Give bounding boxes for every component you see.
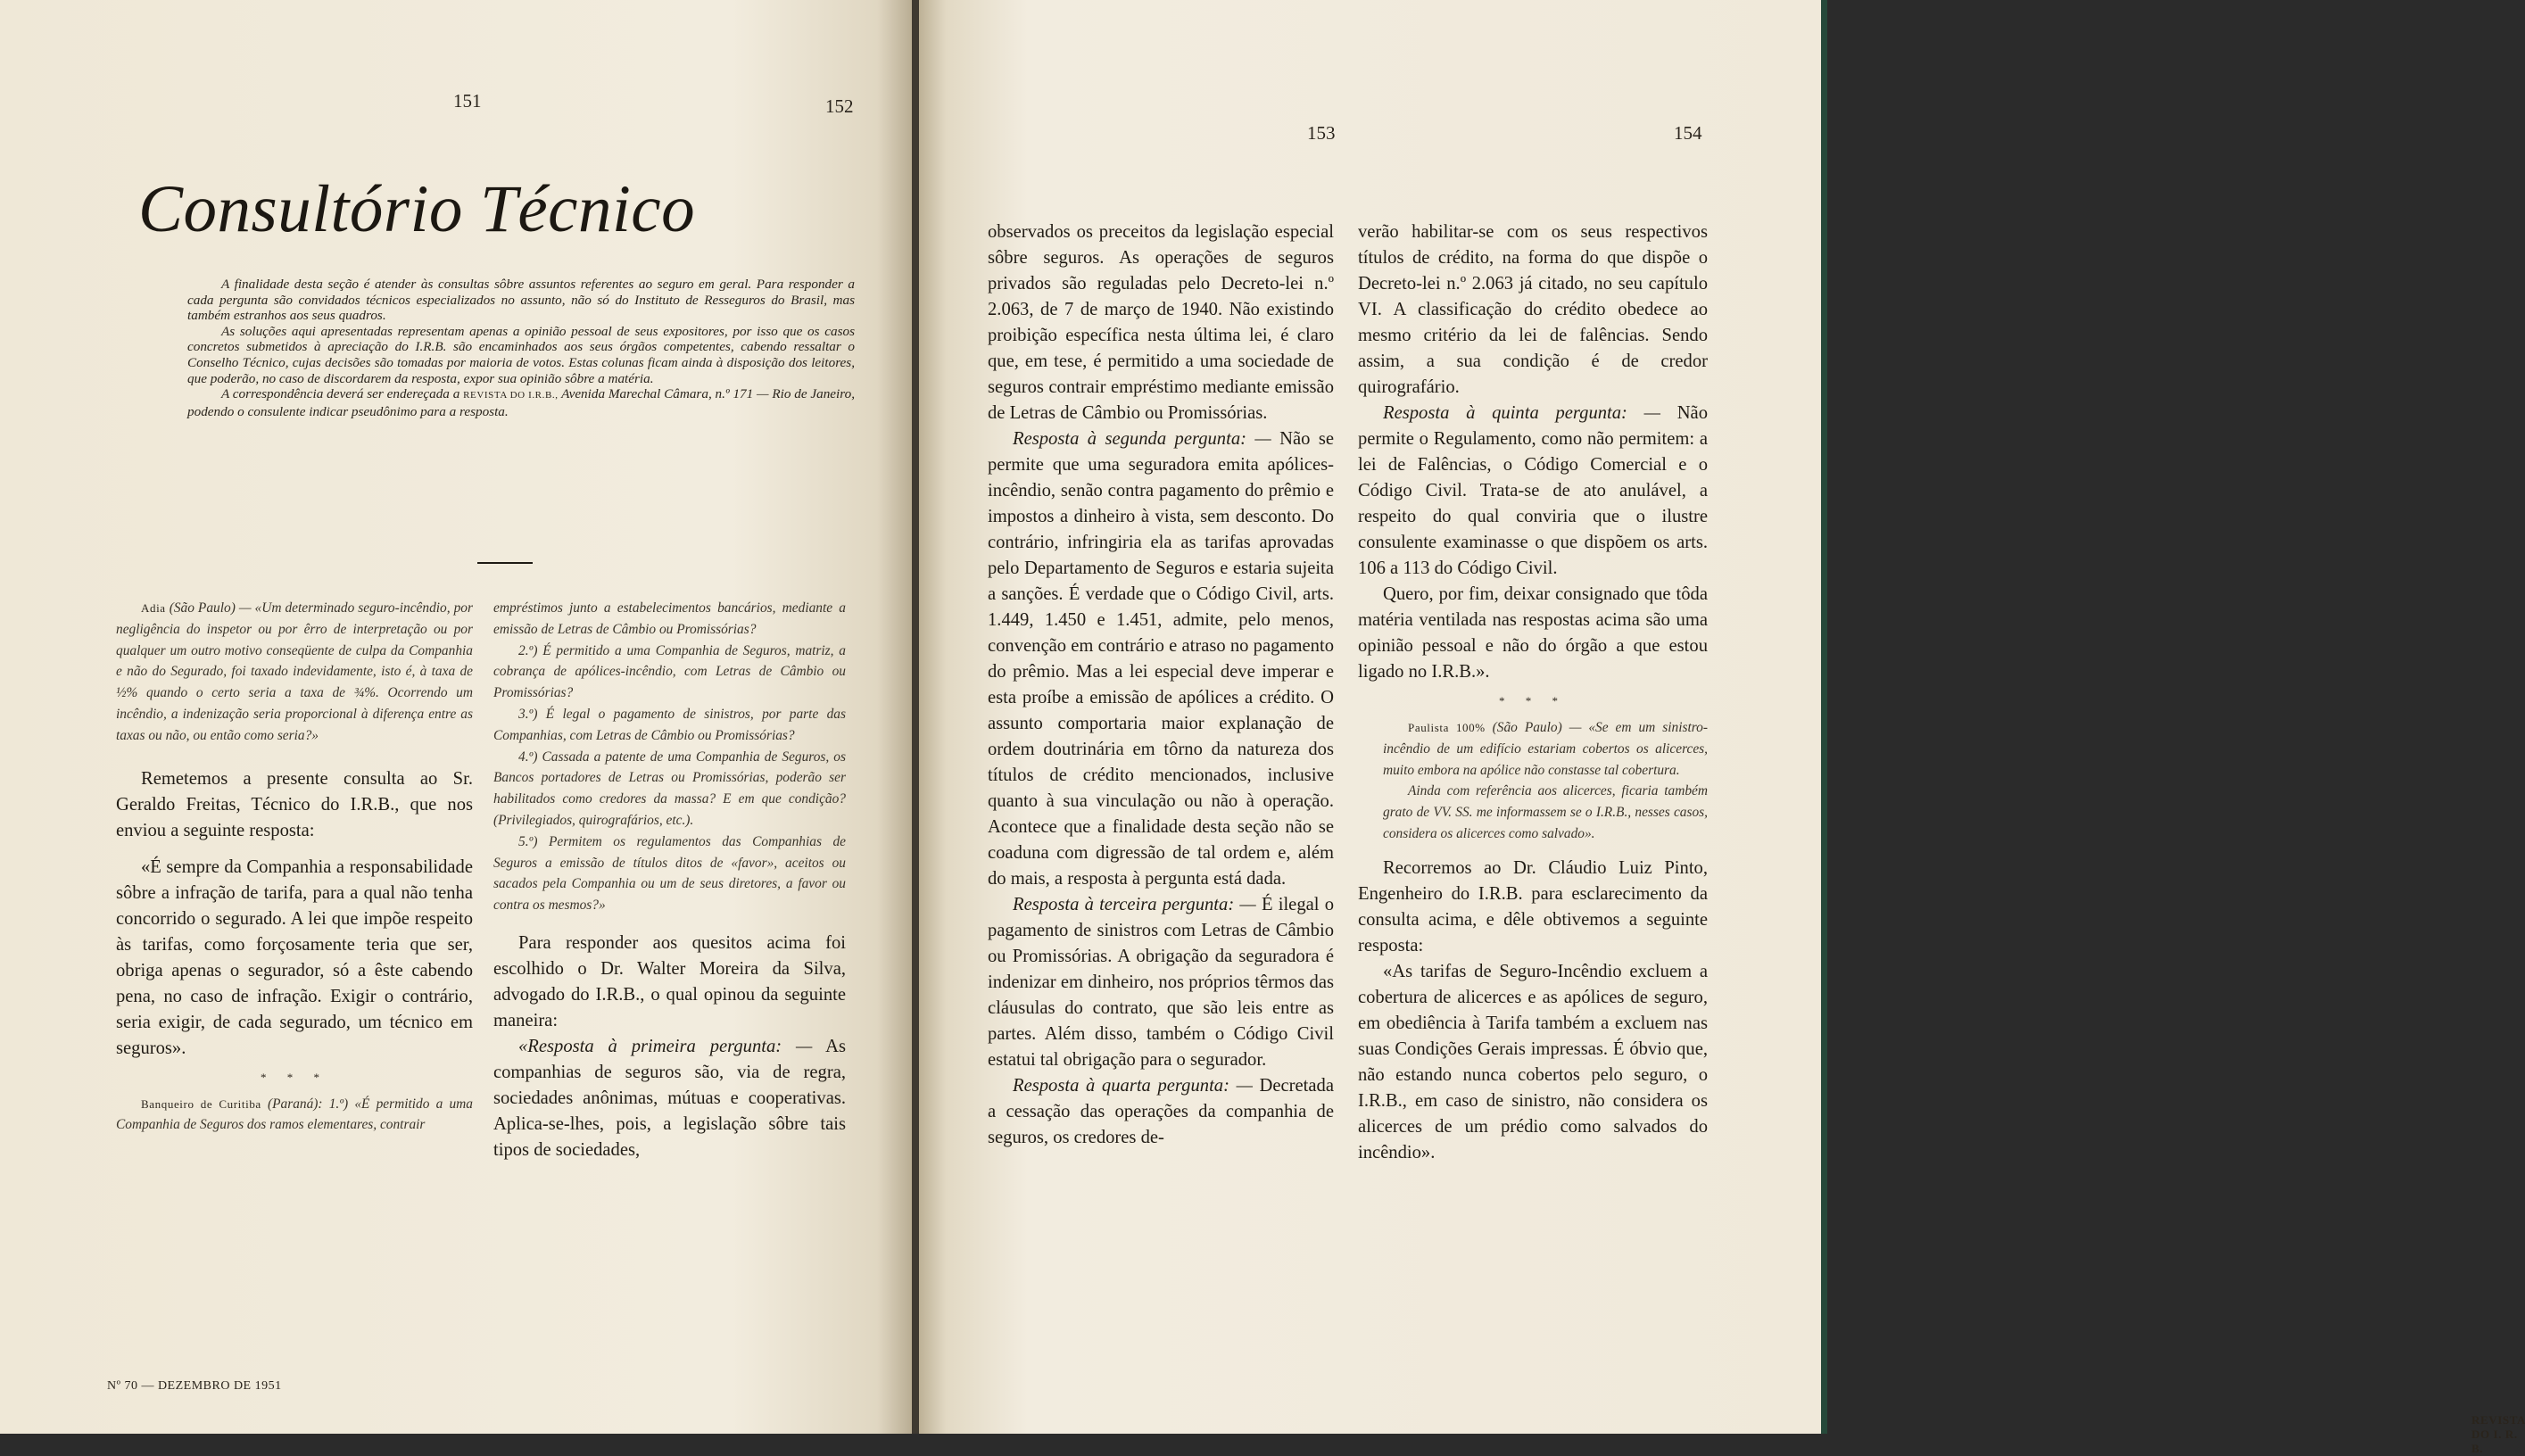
question-item: 4.º) Cassada a patente de uma Companhia de Seguros, os Bancos portadores de Letras ou Promissórias, poderão ser habilitados como credores da massa? E em que condição? (Privilegiados, quirografários, etc.). <box>493 749 846 828</box>
question-item: 5.º) Permitem os regulamentos das Companhias de Seguros a emissão de títulos ditos de «favor», aceitos ou sacados pela Companhia ou um de seus diretores, a favor ou contra os mesmos?» <box>493 833 846 914</box>
body-paragraph: observados os preceitos da legislação especial sôbre seguros. As operações de seguros privados são reguladas pelo Decreto-lei n.º 2.063, de 7 de março de 1940. Não existindo proibição específica nesta última lei, é claro que, em tese, é permitido a uma sociedade de seguros contrair empréstimo mediante emissão de Letras de Câmbio ou Promissórias. <box>988 222 1334 423</box>
answer-label: Resposta à terceira pergunta: — <box>1013 895 1256 914</box>
answer-label: Resposta à quarta pergunta: — <box>1013 1076 1253 1096</box>
page-number-151: 151 <box>453 90 482 112</box>
body-paragraph: Para responder aos quesitos acima foi escolhido o Dr. Walter Moreira da Silva, advogado do I.R.B., o qual opinou da seguinte maneira: <box>493 932 846 1030</box>
answer-paragraph <box>493 1034 846 1163</box>
column-3 <box>988 219 1334 1151</box>
question-adia <box>116 598 473 747</box>
question-text: (Paraná): 1.º) «É permitido a uma Companhia de Seguros dos ramos elementares, contrair <box>116 1096 473 1133</box>
section-separator-stars: * * * <box>1499 694 1567 707</box>
section-intro <box>187 277 855 419</box>
question-banqueiro <box>116 1094 473 1137</box>
correspondent-name: Adia <box>141 601 166 615</box>
body-paragraph: Remetemos a presente consulta ao Sr. Geraldo Freitas, Técnico do I.R.B., que nos enviou a seguinte resposta: <box>116 768 473 840</box>
cover-edge <box>1821 0 1827 1434</box>
intro-paragraph: As soluções aqui apresentadas representam apenas a opinião pessoal de seus expositores, por isso que os casos concretos submetidos à apreciação do I.R.B. são encaminhados aos seus órgãos competentes, cabendo ressaltar o Conselho Técnico, cujas decisões são tomadas por maioria de votos. Estas colunas ficam ainda à disposição dos leitores, que poderão, no caso de discordarem da resposta, expor sua opinião sôbre a matéria. <box>187 323 855 386</box>
answer-paragraph <box>988 1073 1334 1151</box>
answer-quote: «As tarifas de Seguro-Incêndio excluem a cobertura de alicerces e as apólices de seguro, em obediência à Tarifa também a excluem nas suas Condições Gerais impressas. É óbvio que, não estando nunca cobertos pelo seguro, o I.R.B., em caso de sinistro, não considera os alicerces de um prédio como salvados do incêndio». <box>1358 961 1708 1162</box>
answer-text: Decretada a cessação das operações da companhia de seguros, os credores de- <box>988 1076 1334 1147</box>
answer-label: Resposta à quinta pergunta: — <box>1383 403 1660 423</box>
intro-text: A correspondência deverá ser endereçada a <box>221 386 460 402</box>
body-paragraph: Quero, por fim, deixar consignado que tôda matéria ventilada nas respostas acima são uma opinião pessoal e não do órgão a que estou ligado no I.R.B.». <box>1358 584 1708 682</box>
answer-text: Não se permite que uma seguradora emita apólices-incêndio, senão contra pagamento do prêmio e impostos a dinheiro à vista, sem desconto. Do contrário, infringiria ela as tarifas aprovadas pelo Departamento de Seguros e estaria sujeita a sanções. É verdade que o Código Civil, arts. 1.449, 1.450 e 1.451, admite, pelo menos, convenção em contrário e atraso no pagamento do prêmio. Mas a lei especial deve imperar e esta proíbe a emissão de apólices a crédito. O assunto comportaria maior explanação de ordem doutrinária em tôrno da natureza dos títulos de crédito mencionados, inclusive quanto à sua vinculação ou não à operação. Acontece que a finalidade desta seção não se coaduna com digressão de tal ordem e, além do mais, a resposta à pergunta está dada. <box>988 429 1334 889</box>
correspondent-name: Paulista 100% <box>1408 721 1486 734</box>
intro-text: Avenida Marechal Câmara, n.º 171 — Rio de Janeiro, podendo o consulente indicar pseudônimo para a resposta. <box>187 386 855 419</box>
question-item: 3.º) É legal o pagamento de sinistros, por parte das Companhias, com Letras de Câmbio ou Promissórias? <box>493 706 846 743</box>
revista-smallcaps: REVISTA DO I.R.B., <box>463 390 559 401</box>
intro-paragraph <box>187 386 855 419</box>
answer-paragraph <box>988 426 1334 892</box>
question-paulista <box>1383 717 1708 781</box>
answer-text: Não permite o Regulamento, como não permitem: a lei de Falências, o Código Comercial e o Código Civil. Trata-se de ato anulável, a respeito do qual conviria que o ilustre consulente examinasse o que dispõem os arts. 106 a 113 do Código Civil. <box>1358 403 1708 578</box>
correspondent-name: Banqueiro de Curitiba <box>141 1096 261 1111</box>
column-4 <box>1358 219 1708 1166</box>
question-continued: empréstimos junto a estabelecimentos bancários, mediante a emissão de Letras de Câmbio ou Promissórias? <box>493 600 846 637</box>
right-page <box>919 0 2525 1455</box>
footer-issue: Nº 70 — DEZEMBRO DE 1951 <box>107 1379 282 1393</box>
body-paragraph: verão habilitar-se com os seus respectivos títulos de crédito, na forma do que dispõe o Decreto-lei n.º 2.063 já citado, no seu capítulo VI. A classificação do crédito obedece ao mesmo critério da lei de falências. Sendo assim, a sua condição é de credor quirografário. <box>1358 222 1708 397</box>
question-text: (São Paulo) — «Se em um sinistro-incêndio de um edifício estariam cobertos os alicerces, muito embora na apólice não constasse tal cobertura. <box>1383 720 1708 778</box>
answer-paragraph <box>1358 401 1708 582</box>
question-item: 2.º) É permitido a uma Companhia de Seguros, matriz, a cobrança de apólices-incêndio, com Letras de Câmbio ou Promissórias? <box>493 642 846 701</box>
question-text: (São Paulo) — «Um determinado seguro-incêndio, por negligência do inspetor ou por êrro de interpretação ou por qualquer um outro motivo conseqüente de culpa da Companhia e não do Segurado, foi taxado indevidamente, isto é, à taxa de ½% quando o certo seria a taxa de ¾%. Ocorrendo um incêndio, a indenização seria proporcional à diferença entre as taxas ou não, ou então como seria?» <box>116 600 473 743</box>
section-separator-stars: * * * <box>261 1070 328 1084</box>
footer-publication: REVISTA DO I. R. B. <box>2471 1413 2525 1455</box>
body-paragraph: Recorremos ao Dr. Cláudio Luiz Pinto, Engenheiro do I.R.B. para esclarecimento da consulta acima, e dêle obtivemos a seguinte resposta: <box>1358 857 1708 956</box>
answer-text: É ilegal o pagamento de sinistros com Letras de Câmbio ou Promissórias. A obrigação da seguradora é indenizar em dinheiro, nos próprios têrmos das cláusulas do contrato, que são leis entre as partes. Além disso, também o Código Civil estatui tal obrigação para o segurador. <box>988 895 1334 1070</box>
section-title: Consultório Técnico <box>138 172 696 246</box>
intro-paragraph: A finalidade desta seção é atender às consultas sôbre assuntos referentes ao seguro em geral. Para responder a cada pergunta são convidados técnicos especializados no assunto, não só do Instituto de Resseguros do Brasil, mas também estranhos aos seus quadros. <box>187 277 855 324</box>
divider-rule <box>477 562 533 564</box>
answer-quote: «É sempre da Companhia a responsabilidade sôbre a infração de tarifa, para a qual não tenha concorrido o segurado. A lei que impõe respeito às tarifas, como forçosamente teria que ser, obriga apenas o segurador, só a êste cabendo pena, no caso de infração. Exigir o contrário, seria exigir, de cada segurado, um técnico em seguros». <box>116 856 473 1058</box>
answer-paragraph <box>988 892 1334 1073</box>
page-number-152: 152 <box>825 95 854 117</box>
page-number-153: 153 <box>1307 122 1336 144</box>
page-number-154: 154 <box>1674 122 1702 144</box>
answer-label: «Resposta à primeira pergunta: — <box>518 1036 813 1056</box>
left-page <box>0 0 914 1434</box>
question-text: Ainda com referência aos alicerces, ficaria também grato de VV. SS. me informassem se o I.R.B., nesses casos, considera os alicerces como salvado». <box>1383 783 1708 841</box>
column-2 <box>493 598 846 1163</box>
answer-label: Resposta à segunda pergunta: — <box>1013 429 1271 449</box>
column-1 <box>116 598 473 1136</box>
answer-text: As companhias de seguros são, via de regra, sociedades anônimas, mútuas e cooperativas. Aplica-se-lhes, pois, a legislação sôbre tais tipos de sociedades, <box>493 1036 846 1160</box>
